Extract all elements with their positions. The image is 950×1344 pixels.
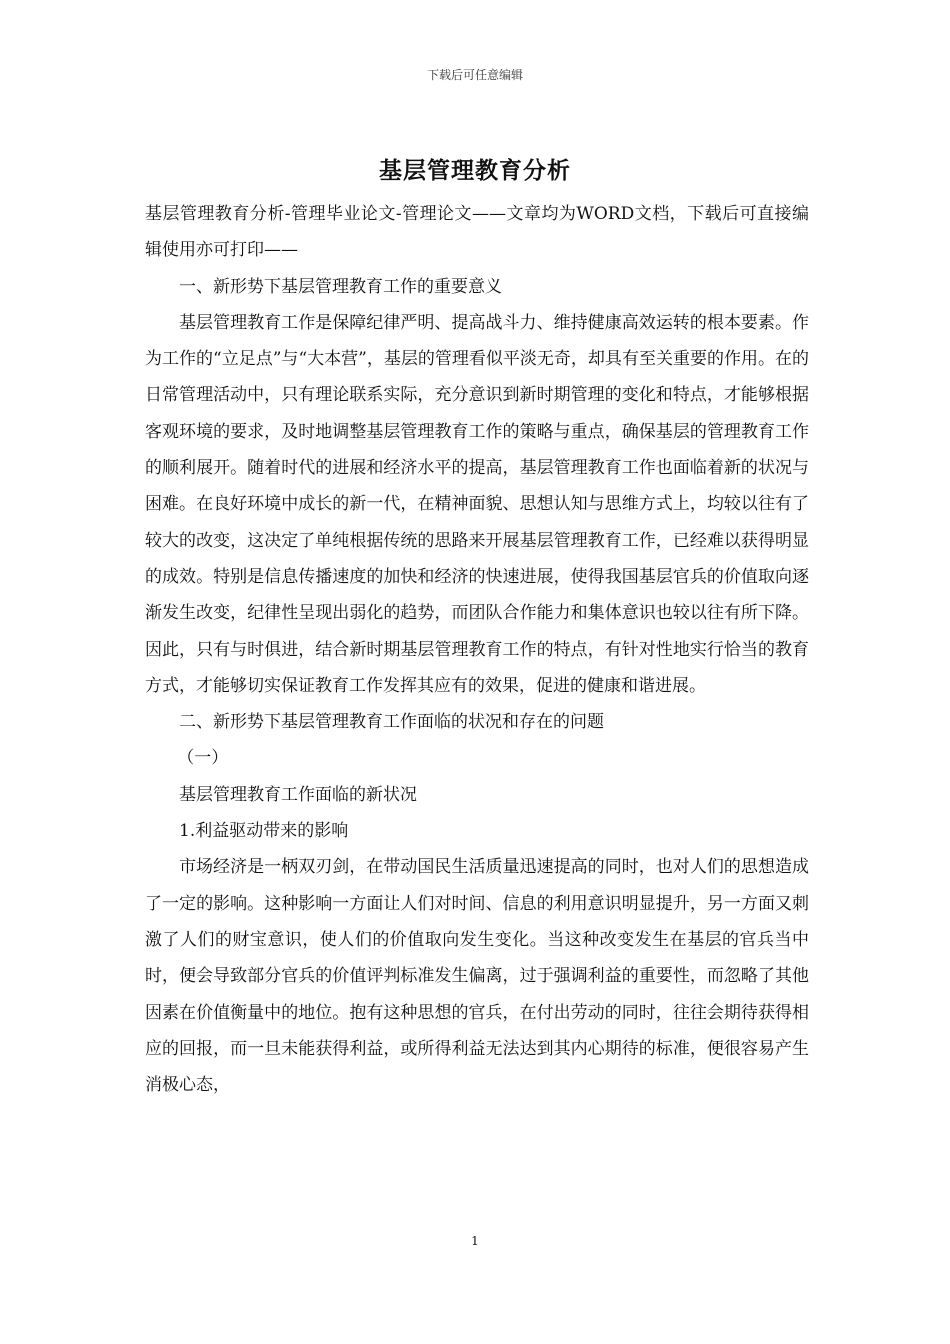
section-heading-1: 一、新形势下基层管理教育工作的重要意义 <box>179 276 502 297</box>
point-heading-1: 1.利益驱动带来的影响 <box>179 821 349 842</box>
document-title: 基层管理教育分析 <box>379 157 571 184</box>
subsection-heading: 基层管理教育工作面临的新状况 <box>179 784 417 805</box>
document-body <box>145 196 809 1103</box>
header-note: 下载后可任意编辑 <box>426 68 523 82</box>
page-number: 1 <box>471 1234 479 1248</box>
body-paragraph-2: 市场经济是一柄双刃剑，在带动国民生活质量迅速提高的同时，也对人们的思想造成了一定的影响。这种影响一方面让人们对时间、信息的利用意识明显提升，另一方面又刺激了人们的财宝意识，使人们的价值取向发生变化。当这种改变发生在基层的官兵当中时，便会导致部分官兵的价值评判标准发生偏离，过于强调利益的重要性，而忽略了其他因素在价值衡量中的地位。抱有这种思想的官兵，在付出劳动的同时，往往会期待获得相应的回报，而一旦未能获得利益，或所得利益无法达到其内心期待的标准，便很容易产生消极心态， <box>145 857 809 1096</box>
intro-paragraph: 基层管理教育分析-管理毕业论文-管理论文——文章均为WORD文档，下载后可直接编辑使用亦可打印—— <box>145 204 809 261</box>
subsection-marker: （一） <box>177 748 229 769</box>
body-paragraph-1: 基层管理教育工作是保障纪律严明、提高战斗力、维持健康高效运转的根本要素。作为工作的“立足点”与“大本营”，基层的管理看似平淡无奇，却具有至关重要的作用。在的日常管理活动中，只有理论联系实际，充分意识到新时期管理的变化和特点，才能够根据客观环境的要求，及时地调整基层管理教育工作的策略与重点，确保基层的管理教育工作的顺利展开。随着时代的进展和经济水平的提高，基层管理教育工作也面临着新的状况与困难。在良好环境中成长的新一代，在精神面貌、思想认知与思维方式上，均较以往有了较大的改变，这决定了单纯根据传统的思路来开展基层管理教育工作，已经难以获得明显的成效。特别是信息传播速度的加快和经济的快速进展，使得我国基层官兵的价值取向逐渐发生改变，纪律性呈现出弱化的趋势，而团队合作能力和集体意识也较以往有所下降。因此，只有与时俱进，结合新时期基层管理教育工作的特点，有针对性地实行恰当的教育方式，才能够切实保证教育工作发挥其应有的效果，促进的健康和谐进展。 <box>145 312 809 696</box>
section-heading-2: 二、新形势下基层管理教育工作面临的状况和存在的问题 <box>179 712 604 733</box>
